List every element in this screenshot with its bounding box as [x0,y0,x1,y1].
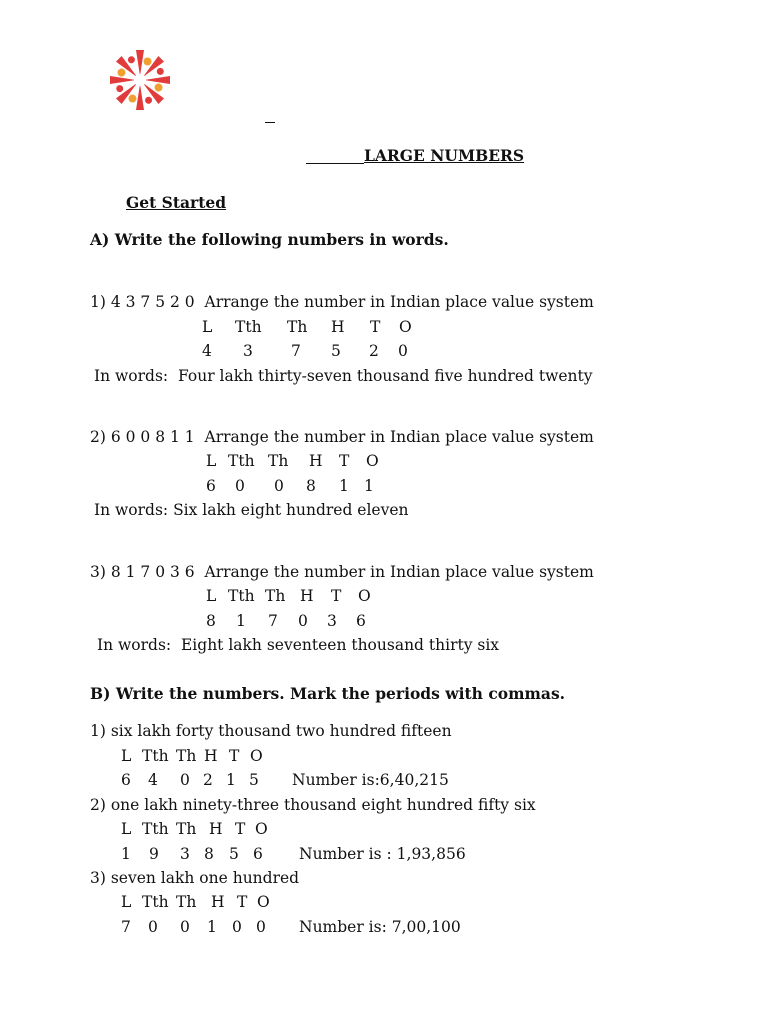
part-b-heading: B) Write the numbers. Mark the periods with commas. [90,684,566,703]
answer-b2: Number is : 1,93,856 [299,845,466,863]
starburst-logo-icon [104,44,176,116]
part-a-heading: A) Write the following numbers in words. [90,230,449,249]
section-heading: Get Started [126,193,227,212]
answer-a3: In words: Eight lakh seventeen thousand thirty six [97,636,500,654]
header-dash [265,122,275,123]
question-b3: 3) seven lakh one hundred [90,869,300,887]
worksheet-page: LARGE NUMBERS Get Started A) Write the following numbers in words. 1) 4 3 7 5 2 0 Arrange the number in Indian place value system L Tth Th H T O 4 3 7 5 2 0 In words: Four lakh thirty-seven thousand five hundred twenty 2) 6 0 0 8 1 1 Arrange the number in Indian place value system L Tth Th H T O 6 0 0 8 1 1 In words: Six lakh eight hundred eleven 3) 8 1 7 0 3 6 Arrange the number in Indian place value system L Tth Th H T O 8 1 7 0 3 6 In words: Eight lakh seventeen thousand thirty six B) Write the numbers. Mark the periods with commas. 1) six lakh forty thousand two hundred fifteen L Tth Th H T O 6 4 0 2 1 5 Number is:6,40,215 2) one lakh ninety-three thousand eight hundred fifty six L Tth Th H T O 1 9 3 8 5 6 Number is : 1,93,856 3) seven lakh one hundred L Tth Th H T O 7 0 0 1 0 0 Number is: 7,00,100 [0,0,768,1024]
question-b1: 1) six lakh forty thousand two hundred fifteen [90,722,452,740]
answer-a1: In words: Four lakh thirty-seven thousand five hundred twenty [94,367,593,385]
question-a1: 1) 4 3 7 5 2 0 Arrange the number in Indian place value system [90,293,594,311]
question-a2: 2) 6 0 0 8 1 1 Arrange the number in Indian place value system [90,428,594,446]
question-b2: 2) one lakh ninety-three thousand eight hundred fifty six [90,796,536,814]
title-underline-lead [306,163,364,164]
page-title: LARGE NUMBERS [364,146,525,165]
answer-b3: Number is: 7,00,100 [299,918,461,936]
answer-b1: Number is:6,40,215 [292,771,449,789]
answer-a2: In words: Six lakh eight hundred eleven [94,501,409,519]
question-a3: 3) 8 1 7 0 3 6 Arrange the number in Indian place value system [90,563,594,581]
